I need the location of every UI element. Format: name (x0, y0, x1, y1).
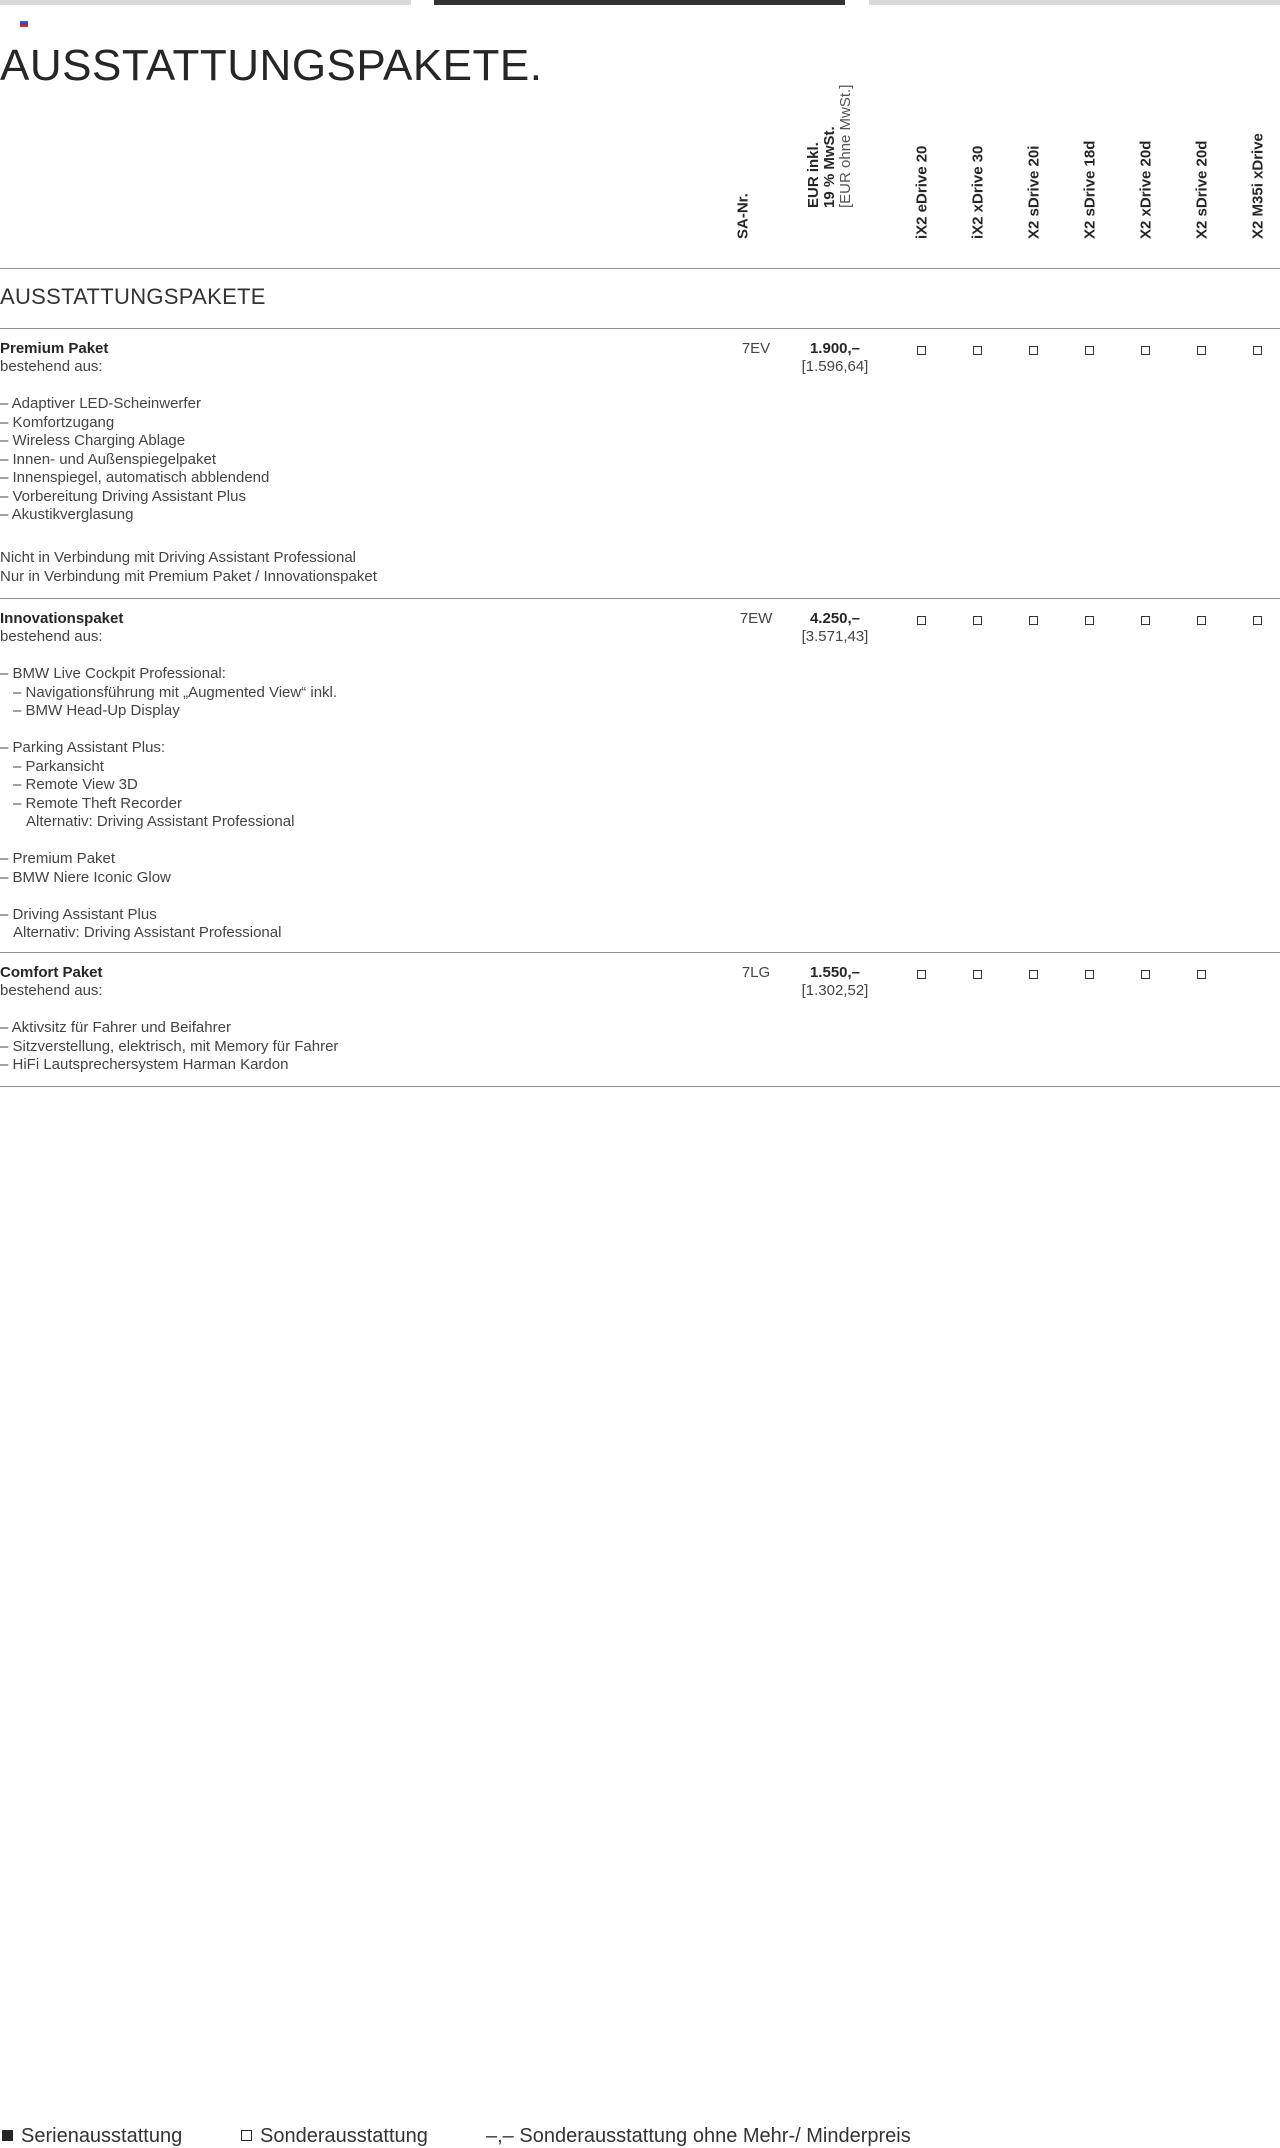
package-content-line: Nicht in Verbindung mit Driving Assistant Professional (0, 549, 357, 566)
option-square-icon (1029, 970, 1038, 979)
package-content-line: Nur in Verbindung mit Premium Paket / Innovationspaket (0, 567, 377, 585)
legend-no-charge: –,– Sonderausstattung ohne Mehr-/ Minderpreis (486, 2125, 911, 2147)
package-price: 1.900,– (809, 340, 861, 357)
flag-icon (20, 21, 28, 27)
header-price-line1: EUR inkl. (805, 142, 822, 208)
package-content-line: – Innen- und Außenspiegelpaket (0, 450, 216, 468)
package-code: 7EW (739, 610, 773, 627)
package-content-line: – Navigationsführung mit „Augmented View“ inkl. (13, 683, 338, 701)
package-content-line: – Driving Assistant Plus (0, 905, 157, 923)
header-model-1: iX2 eDrive 20 (913, 145, 931, 239)
package-subtitle: bestehend aus: (0, 358, 103, 375)
package-content-line: – Innenspiegel, automatisch abblendend (0, 469, 270, 486)
option-square-icon (1197, 346, 1206, 355)
header-price-line2: 19 % MwSt. (821, 126, 838, 208)
package-subtitle: bestehend aus: (0, 982, 103, 999)
option-square-icon (1141, 970, 1150, 979)
package-content-line: – Premium Paket (0, 850, 116, 867)
header-price-line3: [EUR ohne MwSt.] (837, 84, 854, 208)
package-content-line: – BMW Head-Up Display (13, 702, 180, 719)
option-square-icon (973, 970, 982, 979)
option-square-icon (1197, 970, 1206, 979)
option-square-icon (1197, 616, 1206, 625)
option-square-icon (1253, 616, 1262, 625)
package-net-price: [1.302,52] (801, 982, 869, 999)
page-indicator (0, 0, 1280, 6)
package-content-line: – Remote Theft Recorder (13, 794, 182, 812)
header-model-5: X2 xDrive 20d (1137, 140, 1155, 239)
package-name: Premium Paket (0, 340, 109, 357)
package-contents (0, 1019, 338, 1075)
package-content-line: – Parking Assistant Plus: (0, 739, 166, 756)
package-contents (0, 395, 377, 586)
package-content-line: – Remote View 3D (13, 776, 138, 793)
package-content-line: – BMW Live Cockpit Professional: (0, 665, 226, 682)
option-square-icon (1085, 616, 1094, 625)
header-sa-nr: SA-Nr. (734, 193, 752, 239)
package-code: 7EV (741, 340, 771, 357)
package-content-line: – Vorbereitung Driving Assistant Plus (0, 487, 246, 505)
header-model-7: X2 M35i xDrive (1249, 133, 1267, 239)
divider (0, 598, 1280, 599)
package-content-line: – Adaptiver LED-Scheinwerfer (0, 395, 201, 412)
divider (0, 268, 1280, 269)
legend-standard: Serienausstattung (2, 2124, 182, 2148)
page-indicator-1[interactable] (0, 0, 411, 5)
package-content-line: – BMW Niere Iconic Glow (0, 868, 171, 886)
option-square-icon (917, 970, 926, 979)
package-content-line: Alternativ: Driving Assistant Professional (13, 924, 282, 941)
page-indicator-2-active[interactable] (434, 0, 845, 5)
package-content-line: – Akustikverglasung (0, 506, 134, 523)
option-square-icon (1029, 346, 1038, 355)
header-model-3: X2 sDrive 20i (1025, 145, 1043, 239)
option-square-icon (1085, 970, 1094, 979)
package-content-line: – Sitzverstellung, elektrisch, mit Memory für Fahrer (0, 1037, 339, 1055)
section-title: AUSSTATTUNGSPAKETE (0, 284, 266, 309)
header-model-6: X2 sDrive 20d (1193, 140, 1211, 239)
package-content-line: – Wireless Charging Ablage (0, 432, 186, 449)
option-square-icon (1085, 346, 1094, 355)
option-square-icon (973, 616, 982, 625)
page-indicator-3[interactable] (869, 0, 1280, 5)
option-square-icon (917, 616, 926, 625)
header-price (805, 84, 866, 256)
option-square-icon (917, 346, 926, 355)
option-square-icon (973, 346, 982, 355)
empty-square-icon (241, 2130, 252, 2141)
package-contents (0, 665, 337, 943)
package-content-line: Alternativ: Driving Assistant Professional (26, 813, 295, 830)
filled-square-icon (2, 2130, 13, 2141)
package-price: 4.250,– (809, 610, 861, 627)
package-net-price: [3.571,43] (801, 628, 869, 645)
package-price: 1.550,– (809, 964, 861, 981)
page-title: AUSSTATTUNGSPAKETE. (0, 41, 543, 90)
divider (0, 1086, 1280, 1087)
option-square-icon (1141, 346, 1150, 355)
divider (0, 952, 1280, 953)
package-name: Innovationspaket (0, 610, 124, 627)
option-square-icon (1253, 346, 1262, 355)
package-content-line: – Komfortzugang (0, 413, 115, 431)
package-content-line: – Aktivsitz für Fahrer und Beifahrer (0, 1019, 231, 1036)
no-charge-symbol: –,– (486, 2125, 514, 2147)
option-square-icon (1029, 616, 1038, 625)
package-code: 7LG (741, 964, 771, 981)
divider (0, 328, 1280, 329)
header-model-2: iX2 xDrive 30 (969, 145, 987, 239)
package-content-line: – Parkansicht (13, 757, 104, 775)
package-content-line: – HiFi Lautsprechersystem Harman Kardon (0, 1056, 289, 1073)
header-model-4: X2 sDrive 18d (1081, 140, 1099, 239)
option-square-icon (1141, 616, 1150, 625)
package-subtitle: bestehend aus: (0, 628, 103, 645)
package-net-price: [1.596,64] (801, 358, 869, 375)
package-name: Comfort Paket (0, 964, 103, 981)
legend-option: Sonderausstattung (241, 2124, 428, 2148)
